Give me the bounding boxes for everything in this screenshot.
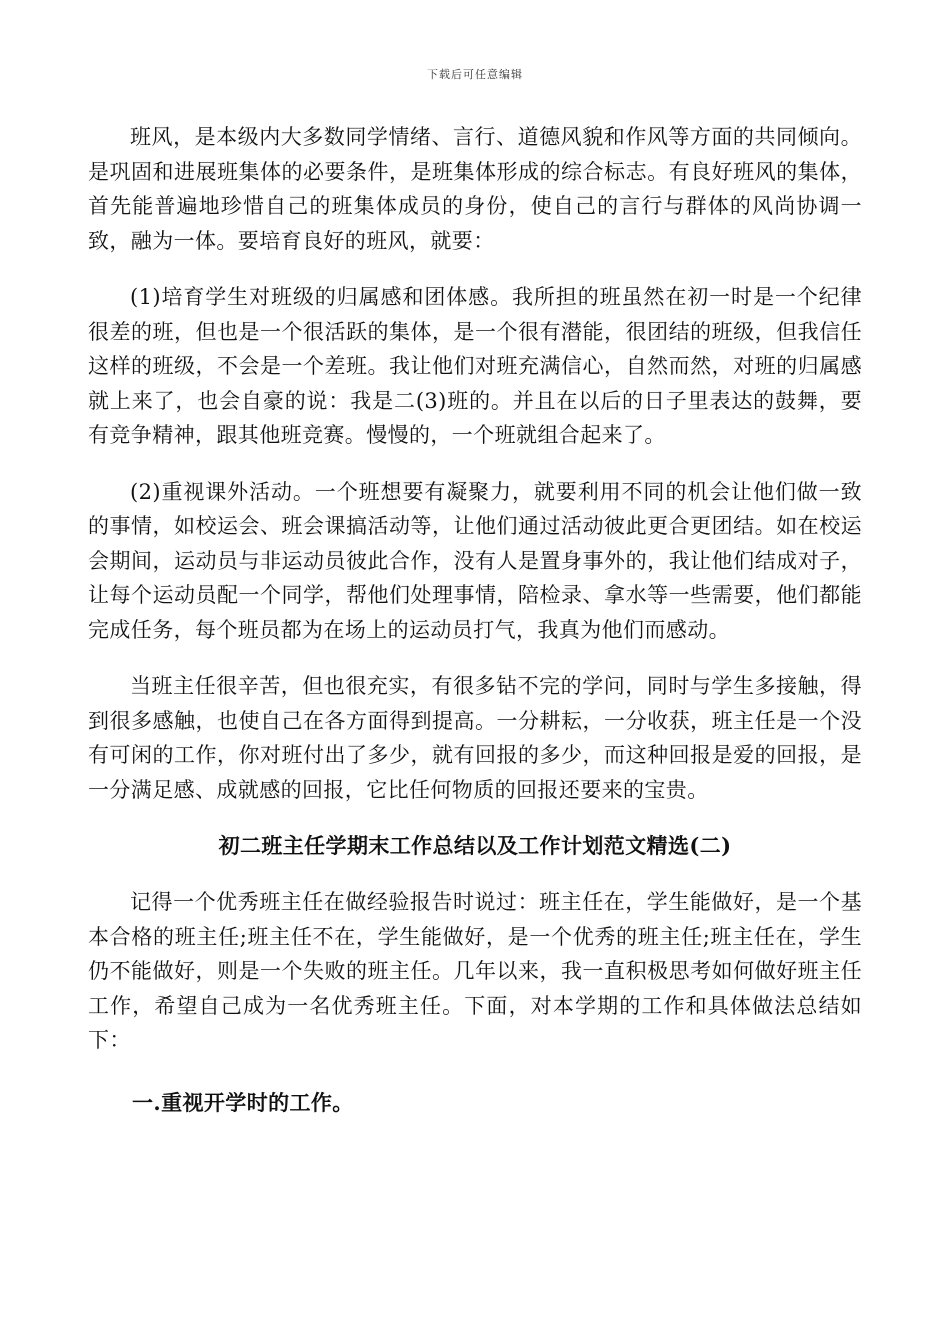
sub-heading: 一.重视开学时的工作。: [132, 1089, 354, 1115]
document-body: [88, 120, 862, 1120]
page-header-note: 下载后可任意编辑: [427, 68, 523, 81]
paragraph-section-intro: 记得一个优秀班主任在做经验报告时说过：班主任在，学生能做好，是一个基本合格的班主任;班主任不在，学生能做好，是一个优秀的班主任;班主任在，学生仍不能做好，则是一个失败的班主任。几年以来，我一直积极思考如何做好班主任工作，希望自己成为一名优秀班主任。下面，对本学期的工作和具体做法总结如下：: [88, 890, 862, 1052]
paragraph-class-style: 班风，是本级内大多数同学情绪、言行、道德风貌和作风等方面的共同倾向。是巩固和进展班集体的必要条件，是班集体形成的综合标志。有良好班风的集体，首先能普遍地珍惜自己的班集体成员的身份，使自己的言行与群体的风尚协调一致，融为一体。要培育良好的班风，就要：: [88, 125, 862, 253]
paragraph-belonging: (1)培育学生对班级的归属感和团体感。我所担的班虽然在初一时是一个纪律很差的班，但也是一个很活跃的集体，是一个很有潜能，很团结的班级，但我信任这样的班级，不会是一个差班。我让他们对班充满信心，自然而然，对班的归属感就上来了，也会自豪的说：我是二(3)班的。并且在以后的日子里表达的鼓舞，要有竞争精神，跟其他班竞赛。慢慢的，一个班就组合起来了。: [88, 285, 862, 447]
section-title: 初二班主任学期末工作总结以及工作计划范文精选(二): [218, 833, 732, 858]
paragraph-activities: (2)重视课外活动。一个班想要有凝聚力，就要利用不同的机会让他们做一致的事情，如校运会、班会课搞活动等，让他们通过活动彼此更合更团结。如在校运会期间，运动员与非运动员彼此合作，没有人是置身事外的，我让他们结成对子，让每个运动员配一个同学，帮他们处理事情，陪检录、拿水等一些需要，他们都能完成任务，每个班员都为在场上的运动员打气，我真为他们而感动。: [88, 479, 862, 642]
paragraph-reflection: 当班主任很辛苦，但也很充实，有很多钻不完的学问，同时与学生多接触，得到很多感触，也使自己在各方面得到提高。一分耕耘，一分收获，班主任是一个没有可闲的工作，你对班付出了多少，就有回报的多少，而这种回报是爱的回报，是一分满足感、成就感的回报，它比任何物质的回报还要来的宝贵。: [88, 674, 862, 802]
